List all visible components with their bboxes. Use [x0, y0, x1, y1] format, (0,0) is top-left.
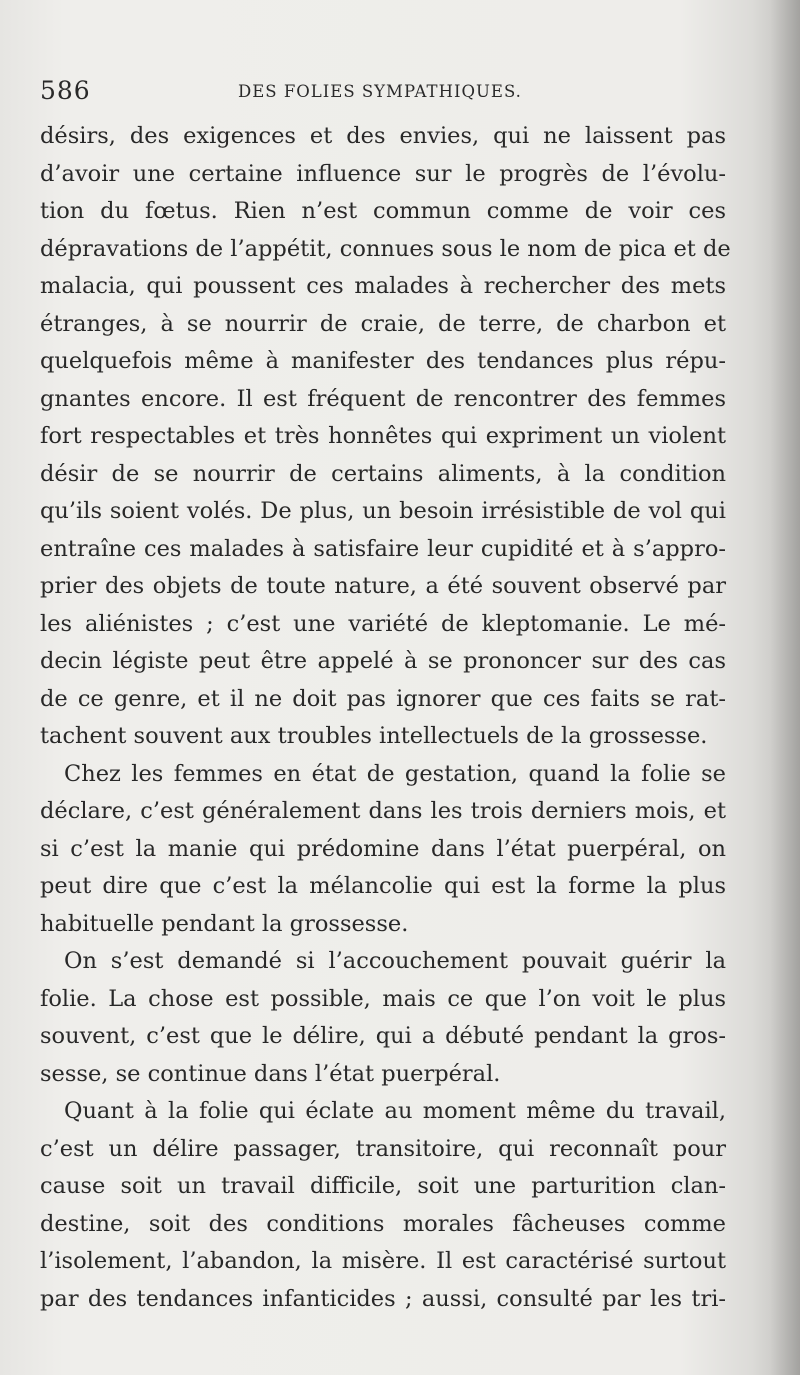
text-line: quelquefois même à manifester des tendances plus répu-	[40, 348, 726, 374]
page-header	[40, 76, 760, 108]
text-line: Chez les femmes en état de gestation, quand la folie se	[64, 760, 726, 787]
text-line: qu’ils soient volés. De plus, un besoin irrésistible de vol qui	[40, 498, 726, 524]
text-line: c’est un délire passager, transitoire, qui reconnaît pour	[40, 1135, 726, 1162]
text-line: par des tendances infanticides ; aussi, consulté par les tri-	[40, 1285, 726, 1312]
text-line: tachent souvent aux troubles intellectuels de la grossesse.	[40, 723, 708, 749]
text-line: folie. La chose est possible, mais ce que l’on voit le plus	[40, 985, 726, 1012]
text-line: Quant à la folie qui éclate au moment même du travail,	[64, 1098, 726, 1124]
text-line: étranges, à se nourrir de craie, de terre, de charbon et	[40, 310, 726, 337]
text-line: souvent, c’est que le délire, qui a débuté pendant la gros-	[40, 1023, 726, 1049]
text-line: prier des objets de toute nature, a été souvent observé par	[40, 573, 726, 599]
body-text	[40, 118, 731, 1318]
text-line: déclare, c’est généralement dans les trois derniers mois, et	[40, 798, 726, 824]
text-line: entraîne ces malades à satisfaire leur cupidité et à s’appro-	[40, 535, 726, 562]
text-line: désir de se nourrir de certains aliments, à la condition	[40, 460, 726, 487]
text-line: malacia, qui poussent ces malades à rechercher des mets	[40, 273, 726, 299]
text-line: désirs, des exigences et des envies, qui ne laissent pas	[40, 123, 726, 149]
text-line: d’avoir une certaine influence sur le progrès de l’évolu-	[40, 160, 726, 187]
text-line: gnantes encore. Il est fréquent de rencontrer des femmes	[40, 385, 726, 412]
text-line: decin légiste peut être appelé à se prononcer sur des cas	[40, 648, 726, 674]
text-line: de ce genre, et il ne doit pas ignorer que ces faits se rat-	[40, 685, 726, 712]
text-line: habituelle pendant la grossesse.	[40, 910, 409, 937]
page-edge-shadow	[770, 0, 800, 1375]
running-head: DES FOLIES SYMPATHIQUES.	[238, 82, 522, 101]
text-line: tion du fœtus. Rien n’est commun comme de voir ces	[40, 198, 726, 224]
text-line: l’isolement, l’abandon, la misère. Il est caractérisé surtout	[40, 1248, 726, 1274]
text-line: On s’est demandé si l’accouchement pouvait guérir la	[64, 948, 726, 974]
text-line: cause soit un travail difficile, soit une parturition clan-	[40, 1173, 726, 1199]
text-line: si c’est la manie qui prédomine dans l’état puerpéral, on	[40, 835, 726, 862]
text-line: fort respectables et très honnêtes qui expriment un violent	[40, 423, 726, 449]
text-line: les aliénistes ; c’est une variété de kleptomanie. Le mé-	[40, 610, 726, 637]
text-line: peut dire que c’est la mélancolie qui est la forme la plus	[40, 873, 726, 899]
text-line: sesse, se continue dans l’état puerpéral.	[40, 1060, 501, 1087]
text-line: destine, soit des conditions morales fâcheuses comme	[40, 1210, 726, 1237]
text-line: dépravations de l’appétit, connues sous le nom de pica et de	[40, 235, 731, 262]
page-number: 586	[40, 76, 91, 105]
